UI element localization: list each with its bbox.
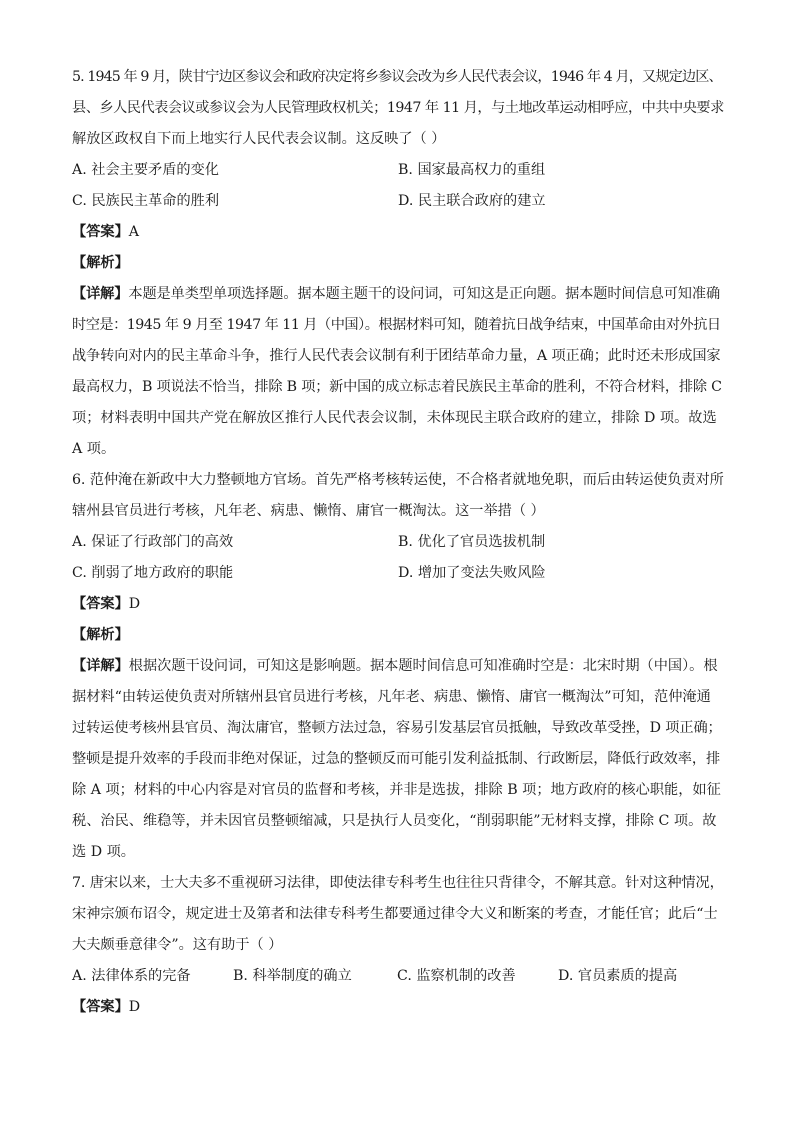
question-stem-line: 大夫颇垂意律令”。这有助于（ ） (72, 937, 283, 953)
answer-value: A (128, 224, 140, 240)
question-5 (72, 62, 724, 465)
question-stem-line: 7. 唐宋以来，士大夫多不重视研习法律，即使法律专科考生也往往只背律令，不解其意。针对这种情况， (72, 875, 724, 891)
options-row (72, 155, 724, 186)
detail-text-line: 税、治民、维稳等，并未因官员整顿缩减，只是执行人员变化，“削弱职能”无材料支撑，排除 C 项。故 (72, 813, 717, 829)
answer-line (72, 992, 724, 1023)
detail-text-line: 最高权力，B 项说法不恰当，排除 B 项；新中国的成立标志着民族民主革命的胜利，不符合材料，排除 C (72, 379, 722, 395)
answer-tag: 【答案】 (72, 224, 129, 240)
analysis-tag: 【解析】 (72, 627, 129, 643)
detail-text-line: 过转运使考核州县官员、淘汰庸官，整顿方法过急，容易引发基层官员抵触，导致改革受挫，D 项正确； (72, 720, 722, 736)
options-row (72, 527, 724, 558)
question-stem-line: 解放区政权自下而上地实行人民代表会议制。这反映了（ ） (72, 131, 446, 147)
answer-tag: 【答案】 (72, 999, 129, 1015)
detail-text-line: 整顿是提升效率的手段而非绝对保证，过急的整顿反而可能引发利益抵制、行政断层，降低行政效率，排 (72, 751, 721, 767)
detail-text-line: 选 D 项。 (72, 844, 135, 860)
detail-text-line: 战争转向对内的民主革命斗争，推行人民代表会议制有利于团结革命力量，A 项正确；此时还未形成国家 (72, 348, 721, 364)
question-stem-line: 6. 范仲淹在新政中大力整顿地方官场。首先严格考核转运使，不合格者就地免职，而后由转运使负责对所 (72, 472, 724, 488)
answer-line (72, 217, 724, 248)
options-row (72, 558, 724, 589)
question-stem-line: 宋神宗颁布诏令，规定进士及第者和法律专科考生都要通过律令大义和断案的考查，才能任官；此后“士 (72, 906, 718, 922)
option-c: C. 监察机制的改善 (397, 968, 516, 984)
detail-text-line: 除 A 项；材料的中心内容是对官员的监督和考核，并非是选拔，排除 B 项；地方政府的核心职能，如征 (72, 782, 721, 798)
detail-text: 本题是单类型单项选择题。据本题主题干的设问词，可知这是正向题。据本题时间信息可知准确 (128, 286, 721, 302)
analysis-line (72, 248, 724, 279)
detail-text-line: 时空是：1945 年 9 月至 1947 年 11 月（中国）。根据材料可知，随着抗日战争结束，中国革命由对外抗日 (72, 317, 721, 333)
option-c: C. 民族民主革命的胜利 (72, 193, 220, 209)
detail-tag: 【详解】 (72, 658, 129, 674)
options-row (72, 186, 724, 217)
option-a: A. 保证了行政部门的高效 (72, 534, 234, 550)
option-b: B. 国家最高权力的重组 (398, 162, 546, 178)
option-d: D. 民主联合政府的建立 (398, 193, 546, 209)
analysis-line (72, 620, 724, 651)
detail-text-line: 据材料“由转运使负责对所辖州县官员进行考核，凡年老、病患、懒惰、庸官一概淘汰”可知，范仲淹通 (72, 689, 711, 705)
option-a: A. 社会主要矛盾的变化 (72, 162, 219, 178)
detail-line (72, 651, 724, 682)
answer-tag: 【答案】 (72, 596, 129, 612)
analysis-tag: 【解析】 (72, 255, 129, 271)
option-a: A. 法律体系的完备 (72, 968, 191, 984)
option-b: B. 优化了官员选拔机制 (398, 534, 546, 550)
option-d: D. 官员素质的提高 (558, 968, 678, 984)
question-stem-line: 辖州县官员进行考核，凡年老、病患、懒惰、庸官一概淘汰。这一举措（ ） (72, 503, 545, 519)
options-row (72, 961, 724, 992)
detail-text: 根据次题干设问词，可知这是影响题。据本题时间信息可知准确时空是：北宋时期（中国）。根 (128, 658, 718, 674)
option-d: D. 增加了变法失败风险 (398, 565, 546, 581)
detail-tag: 【详解】 (72, 286, 129, 302)
option-b: B. 科举制度的确立 (233, 968, 352, 984)
question-7 (72, 868, 724, 1023)
detail-line (72, 279, 724, 310)
document-page (72, 62, 724, 1023)
detail-text-line: A 项。 (72, 441, 116, 457)
answer-value: D (128, 999, 141, 1015)
answer-line (72, 589, 724, 620)
detail-text-line: 项；材料表明中国共产党在解放区推行人民代表会议制，未体现民主联合政府的建立，排除 D 项。故选 (72, 410, 717, 426)
question-stem-line: 5. 1945 年 9 月，陕甘宁边区参议会和政府决定将乡参议会改为乡人民代表会议，1946 年 4 月，又规定边区、 (72, 69, 722, 85)
question-stem-line: 县、乡人民代表会议或参议会为人民管理政权机关；1947 年 11 月，与土地改革运动相呼应，中共中央要求 (72, 100, 724, 116)
question-6 (72, 465, 724, 868)
answer-value: D (128, 596, 141, 612)
option-c: C. 削弱了地方政府的职能 (72, 565, 234, 581)
